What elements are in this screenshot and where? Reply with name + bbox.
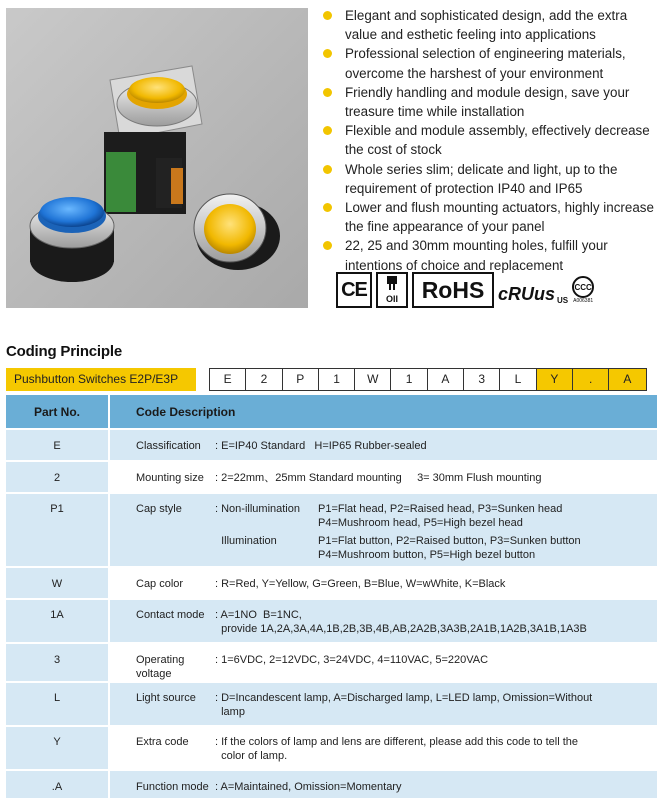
code-series-label: Pushbutton Switches E2P/E3P [6,368,196,391]
table-row [6,493,657,567]
code-cell: W [355,369,391,390]
field-label-cell: Extra code [109,726,215,770]
cap-style-grid [215,502,657,562]
code-cell: 1 [319,369,355,390]
part-no-cell: 2 [6,461,109,493]
cap-style-values: P1=Flat button, P2=Raised button, P3=Sunken button [318,535,581,547]
cap-style-values: P1=Flat head, P2=Raised head, P3=Sunken head [318,503,563,515]
part-no-cell: W [6,567,109,599]
field-label-cell: Cap style [109,493,215,567]
code-cell: L [500,369,536,390]
feature-item: Elegant and sophisticated design, add the extra value and esthetic feeling into applications [322,6,658,44]
table-row [6,599,657,643]
description-cell [215,461,657,493]
description-line: : 2=22mm、25mm Standard mounting 3= 30mm Flush mounting [215,472,542,484]
description-cell [215,643,657,682]
part-no-cell: 3 [6,643,109,682]
part-no-cell: 1A [6,599,109,643]
description-cell [215,599,657,643]
feature-item: 22, 25 and 30mm mounting holes, fulfill your intentions of choice and replacement [322,236,658,274]
code-cell: 1 [391,369,427,390]
code-description-header: Code Description [109,395,657,429]
ce-mark-logo: CE [336,272,372,308]
table-row [6,567,657,599]
description-line: : A=1NO B=1NC, [215,609,302,621]
feature-item: Friendly handling and module design, save your treasure time while installation [322,83,658,121]
code-cell: 2 [246,369,282,390]
bullet-icon [323,11,332,20]
code-cell: A [609,369,645,390]
feature-item: Whole series slim; delicate and light, up to the requirement of protection IP40 and IP65 [322,160,658,198]
table-row [6,429,657,461]
description-line: : D=Incandescent lamp, A=Discharged lamp, L=LED lamp, Omission=Without [215,692,593,704]
feature-item: Lower and flush mounting actuators, highly increase the fine appearance of your panel [322,198,658,236]
table-row [6,770,657,798]
description-cell [215,726,657,770]
description-cell [215,682,657,726]
plug-mark-logo: OII [376,272,408,308]
field-label-cell: Function mode [109,770,215,798]
description-cell [215,493,657,567]
code-example-row [6,368,647,391]
part-no-cell: P1 [6,493,109,567]
table-header-row [6,395,657,429]
bullet-icon [323,49,332,58]
code-description-table [6,395,657,798]
ul-logo: cRUus US [498,284,569,305]
ccc-logo: CCC A006381 [572,276,594,304]
ccc-ring-icon: CCC [572,276,594,298]
part-no-cell: E [6,429,109,461]
code-cell: E [210,369,246,390]
table-row [6,726,657,770]
table-row [6,461,657,493]
code-cell: 3 [464,369,500,390]
rohs-logo: RoHS [412,272,494,308]
bullet-icon [323,203,332,212]
cap-style-values: P4=Mushroom button, P5=High bezel button [318,549,536,561]
bullet-icon [323,126,332,135]
certification-logos [336,270,594,310]
product-photo [6,8,308,308]
code-cell: P [283,369,319,390]
description-line: : 1=6VDC, 2=12VDC, 3=24VDC, 4=110VAC, 5=220VAC [215,654,489,666]
description-cell [215,567,657,599]
code-cell: . [573,369,609,390]
field-label-cell: Cap color [109,567,215,599]
cap-style-kind: Illumination [215,535,277,547]
bullet-icon [323,88,332,97]
description-cell [215,770,657,798]
part-no-cell: Y [6,726,109,770]
feature-list [322,6,658,275]
feature-item: Flexible and module assembly, effectively decrease the cost of stock [322,121,658,159]
description-line: : R=Red, Y=Yellow, G=Green, B=Blue, W=wWhite, K=Black [215,578,506,590]
pushbutton-switches-image [6,8,308,308]
feature-item: Professional selection of engineering materials, overcome the harshest of your environment [322,44,658,82]
plug-icon [384,276,400,294]
field-label-cell: Classification [109,429,215,461]
bullet-icon [323,241,332,250]
description-line: color of lamp. [215,750,288,762]
table-row [6,682,657,726]
cap-style-values: P4=Mushroom head, P5=High bezel head [318,517,523,529]
code-cells [209,368,647,391]
description-line: provide 1A,2A,3A,4A,1B,2B,3B,4B,AB,2A2B,3A3B,2A1B,1A2B,3A1B,1A3B [215,623,587,635]
description-cell [215,429,657,461]
field-label-cell: Mounting size [109,461,215,493]
code-cell: A [428,369,464,390]
coding-principle-title: Coding Principle [6,343,122,360]
field-label-cell: Contact mode [109,599,215,643]
cap-style-kind: : Non-illumination [215,503,300,515]
table-row [6,643,657,682]
field-label-cell: Light source [109,682,215,726]
description-line: : If the colors of lamp and lens are different, please add this code to tell the [215,736,579,748]
cap-style-kind [215,516,318,530]
description-line: : A=Maintained, Omission=Momentary [215,781,402,793]
part-no-cell: .A [6,770,109,798]
field-label-cell: Operating voltage [109,643,215,682]
description-line: lamp [215,706,245,718]
part-no-header: Part No. [6,395,109,429]
description-line: : E=IP40 Standard H=IP65 Rubber-sealed [215,440,427,452]
bullet-icon [323,165,332,174]
code-cell: Y [537,369,573,390]
cap-style-kind [215,548,318,562]
part-no-cell: L [6,682,109,726]
